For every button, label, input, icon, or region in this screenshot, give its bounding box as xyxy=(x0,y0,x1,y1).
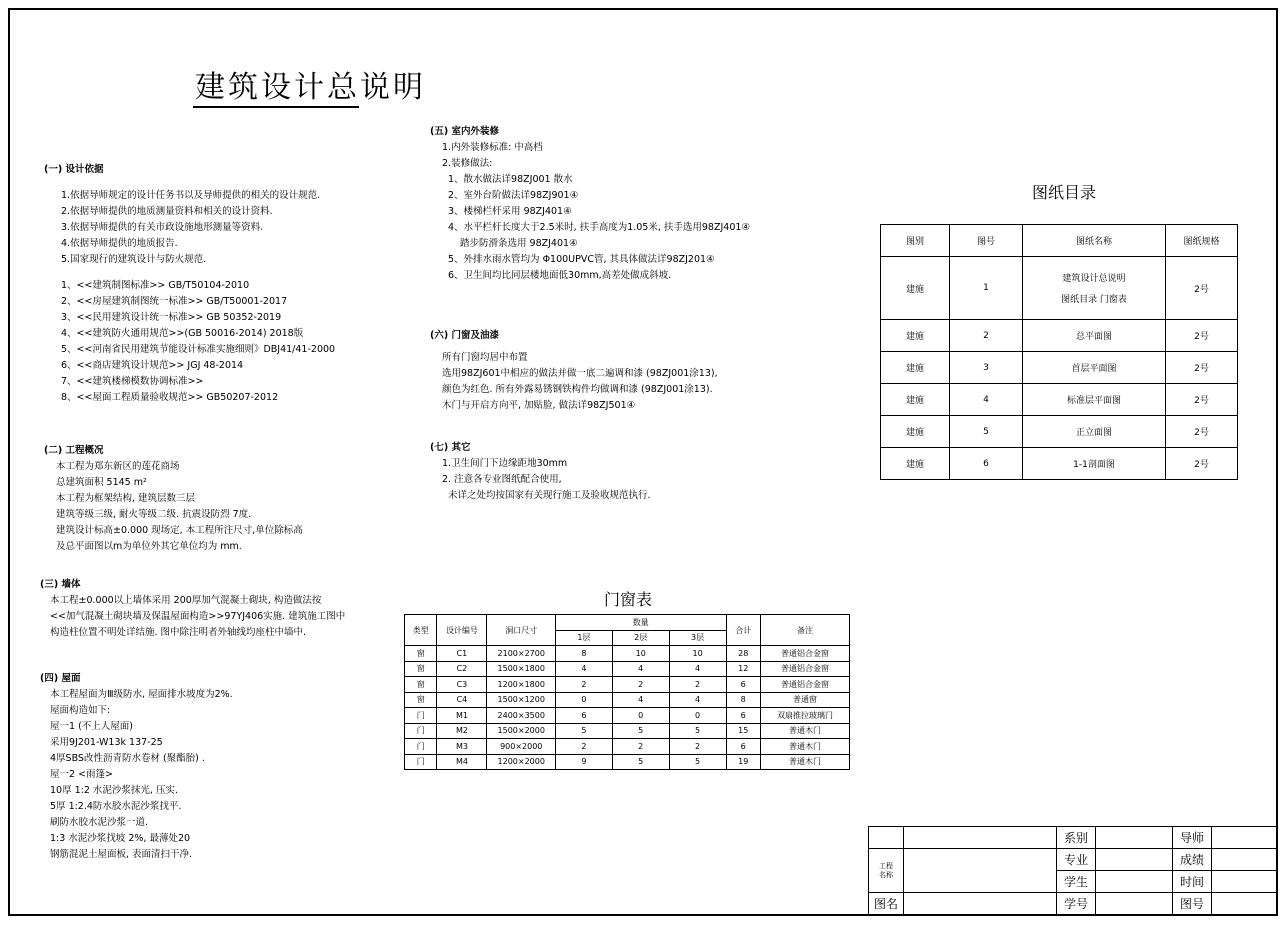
cell: 1500×1800 xyxy=(487,661,556,677)
text-line: 刷防水胶水泥沙浆一道. xyxy=(50,817,149,828)
cell: 28 xyxy=(726,646,760,662)
section-other xyxy=(430,440,651,504)
cell: 普通铝合金窗 xyxy=(760,646,849,662)
section-walls xyxy=(40,577,345,641)
cell-type: 建施 xyxy=(881,320,950,352)
cell: 1500×2000 xyxy=(487,723,556,739)
cell-name: 1-1剖面图 xyxy=(1023,448,1166,480)
cell: 4 xyxy=(612,661,669,677)
text-line: 选用98ZJ601中相应的做法并做一底二遍调和漆 (98ZJ001涂13), xyxy=(442,368,718,379)
table-row xyxy=(405,723,850,739)
table-row xyxy=(405,646,850,662)
text-line: 采用9J201-W13k 137-25 xyxy=(50,737,163,748)
cell: 2 xyxy=(612,739,669,755)
text-line: 2.依据导师提供的地质测量资料和相关的设计资料. xyxy=(61,206,273,217)
table-row xyxy=(881,320,1238,352)
cell-no: 4 xyxy=(950,384,1023,416)
cell-type: 建施 xyxy=(881,448,950,480)
section-heading: (三) 墙体 xyxy=(40,579,81,590)
text-line xyxy=(44,268,335,278)
field-project-name[interactable] xyxy=(904,849,1057,893)
cell: 2 xyxy=(555,739,612,755)
column-header: 图纸名称 xyxy=(1023,225,1166,257)
cell: 普通木门 xyxy=(760,754,849,770)
table-row xyxy=(405,754,850,770)
text-line: 屋面构造如下: xyxy=(50,705,111,716)
cell: 19 xyxy=(726,754,760,770)
cell-no: 2 xyxy=(950,320,1023,352)
cell-name: 标准层平面图 xyxy=(1023,384,1166,416)
text-line: 5.国家现行的建筑设计与防火规范. xyxy=(61,254,207,265)
cell: C2 xyxy=(437,661,487,677)
table-row xyxy=(881,352,1238,384)
column-header: 3层 xyxy=(669,630,726,646)
cell: 普通铝合金窗 xyxy=(760,677,849,693)
column-header: 1层 xyxy=(555,630,612,646)
title-block xyxy=(868,826,1278,915)
cell: 0 xyxy=(669,708,726,724)
cell: M4 xyxy=(437,754,487,770)
text-line: 木门与开启方向平, 加贴脸, 做法详98ZJ501④ xyxy=(442,400,636,411)
cell: 6 xyxy=(726,677,760,693)
field-drawing-no[interactable] xyxy=(1212,893,1278,915)
table-row xyxy=(405,661,850,677)
cell: 0 xyxy=(612,708,669,724)
cell: 10 xyxy=(669,646,726,662)
table-row xyxy=(405,739,850,755)
cell: 2 xyxy=(669,677,726,693)
cell-no: 3 xyxy=(950,352,1023,384)
text-line: 4、<<建筑防火通用规范>>(GB 50016-2014) 2018版 xyxy=(61,328,304,339)
table-row xyxy=(881,448,1238,480)
cell: 2 xyxy=(612,677,669,693)
column-header: 图别 xyxy=(881,225,950,257)
cell-type: 建施 xyxy=(881,352,950,384)
table-row xyxy=(881,416,1238,448)
section-doors-windows-paint xyxy=(430,328,718,414)
cell-size: 2号 xyxy=(1166,416,1238,448)
text-line: 及总平面图以m为单位外其它单位均为 mm. xyxy=(56,541,242,552)
section-heading: (五) 室内外装修 xyxy=(430,126,499,137)
cell-size: 2号 xyxy=(1166,257,1238,320)
text-line: 构造柱位置不明处详结施. 图中除注明者外轴线均座柱中墙中. xyxy=(50,627,307,638)
cell: 5 xyxy=(612,754,669,770)
label-advisor: 导师 xyxy=(1173,827,1212,849)
label-project-name: 工程 名称 xyxy=(869,849,904,893)
cell: 4 xyxy=(555,661,612,677)
field-time[interactable] xyxy=(1212,871,1278,893)
text-line: 1、散水做法详98ZJ001 散水 xyxy=(448,174,573,185)
text-line: 7、<<建筑楼梯模数协调标准>> xyxy=(61,376,204,387)
cell: C3 xyxy=(437,677,487,693)
text-line: 3、<<民用建筑设计统一标准>> GB 50352-2019 xyxy=(61,312,282,323)
cell: 4 xyxy=(669,692,726,708)
column-header: 备注 xyxy=(760,615,849,646)
cell-no: 6 xyxy=(950,448,1023,480)
window-door-table xyxy=(404,614,850,770)
text-line: 2. 注意各专业图纸配合使用, xyxy=(442,474,562,485)
text-line: 1.内外装修标准: 中高档 xyxy=(442,142,543,153)
text-line: 总建筑面积 5145 m² xyxy=(56,477,147,488)
cell-size: 2号 xyxy=(1166,384,1238,416)
text-line: <<加气混凝土砌块墙及保温屋面构造>>97YJ406实施. 建筑施工图中 xyxy=(50,611,346,622)
cell: M3 xyxy=(437,739,487,755)
cell: 5 xyxy=(669,754,726,770)
drawing-name-line2: 图纸目录 门窗表 xyxy=(1061,295,1127,305)
label-time: 时间 xyxy=(1173,871,1212,893)
column-header: 图号 xyxy=(950,225,1023,257)
cell: 2400×3500 xyxy=(487,708,556,724)
cell-type: 建施 xyxy=(881,416,950,448)
text-line: 2、室外台阶做法详98ZJ901④ xyxy=(448,190,579,201)
cell: 5 xyxy=(555,723,612,739)
field-grade[interactable] xyxy=(1212,849,1278,871)
text-line: 所有门窗均居中布置 xyxy=(442,352,528,363)
text-line: 4、水平栏杆长度大于2.5米时, 扶手高度为1.05米, 扶手选用98ZJ401④ xyxy=(448,222,750,233)
column-header: 合计 xyxy=(726,615,760,646)
drawing-name: 建筑设计总说明 xyxy=(1062,274,1126,284)
table-row xyxy=(881,257,1238,320)
drawing-list-table xyxy=(880,224,1238,480)
title-underline xyxy=(193,106,359,108)
label-drawing-no: 图号 xyxy=(1173,893,1212,915)
cell: 窗 xyxy=(405,677,437,693)
section-roof xyxy=(40,671,233,863)
column-header: 洞口尺寸 xyxy=(487,615,556,646)
table-row xyxy=(405,708,850,724)
field-advisor[interactable] xyxy=(1212,827,1278,849)
text-line: 建筑设计标高±0.000 现场定, 本工程所注尺寸,单位除标高 xyxy=(56,525,303,536)
text-line: 本工程屋面为Ⅲ级防水, 屋面排水坡度为2%. xyxy=(50,689,233,700)
label-student-no: 学号 xyxy=(1057,893,1096,915)
cell: 0 xyxy=(555,692,612,708)
text-line: 5厚 1:2.4防水胶水泥沙浆找平. xyxy=(50,801,182,812)
section-heading: (四) 屋面 xyxy=(40,673,81,684)
text-line: 5、外排水雨水管均为 Φ100UPVC管, 其具体做法详98ZJ201④ xyxy=(448,254,715,265)
cell: 门 xyxy=(405,723,437,739)
drawing-list-title: 图纸目录 xyxy=(1032,183,1097,202)
field-student-no[interactable] xyxy=(1096,893,1173,915)
label-major: 专业 xyxy=(1057,849,1096,871)
cell: 8 xyxy=(555,646,612,662)
text-line: 2.装修做法: xyxy=(442,158,493,169)
cell: 普通木门 xyxy=(760,723,849,739)
cell: 6 xyxy=(726,739,760,755)
text-line: 8、<<屋面工程质量验收规范>> GB50207-2012 xyxy=(61,392,279,403)
text-line: 踏步防滑条选用 98ZJ401④ xyxy=(460,238,578,249)
cell: 1200×2000 xyxy=(487,754,556,770)
text-line: 10厚 1:2 水泥沙浆抹光, 压实. xyxy=(50,785,178,796)
section-decoration xyxy=(430,124,750,284)
cell: 12 xyxy=(726,661,760,677)
section-project-overview xyxy=(44,443,303,555)
text-line: 3.依据导师提供的有关市政设施地形测量等资料. xyxy=(61,222,264,233)
cell-size: 2号 xyxy=(1166,448,1238,480)
cell: 5 xyxy=(669,723,726,739)
text-line: 6、卫生间均比同层楼地面低30mm,高差处做成斜坡. xyxy=(448,270,672,281)
cell-type: 建施 xyxy=(881,384,950,416)
text-line: 5、<<河南省民用建筑节能设计标准实施细则》DBJ41/41-2000 xyxy=(61,344,336,355)
field-dept[interactable] xyxy=(1096,827,1173,849)
page-title: 建筑设计总说明 xyxy=(195,70,426,105)
section-heading: (七) 其它 xyxy=(430,442,471,453)
cell-no: 5 xyxy=(950,416,1023,448)
text-line: 1、<<建筑制图标准>> GB/T50104-2010 xyxy=(61,280,250,291)
cell-size: 2号 xyxy=(1166,320,1238,352)
cell-type: 建施 xyxy=(881,257,950,320)
cell: 普通铝合金窗 xyxy=(760,661,849,677)
cell: 6 xyxy=(726,708,760,724)
text-line: 4.依据导师提供的地质报告. xyxy=(61,238,178,249)
text-line: 1.依据导师规定的设计任务书以及导师提供的相关的设计规范. xyxy=(61,190,321,201)
column-header: 2层 xyxy=(612,630,669,646)
cell: 8 xyxy=(726,692,760,708)
text-line: 屋一2 <雨篷> xyxy=(50,769,113,780)
text-line: 颜色为红色. 所有外露易锈钢铁构件均做调和漆 (98ZJ001涂13). xyxy=(442,384,713,395)
cell: M1 xyxy=(437,708,487,724)
text-line: 6、<<商店建筑设计规范>> JGJ 48-2014 xyxy=(61,360,244,371)
text-line: 建筑等级三级, 耐火等级二级. 抗震设防烈 7度. xyxy=(56,509,252,520)
field-major[interactable] xyxy=(1096,849,1173,871)
cell: 窗 xyxy=(405,646,437,662)
cell: 900×2000 xyxy=(487,739,556,755)
cell: 4 xyxy=(669,661,726,677)
text-line: 本工程为框架结构, 建筑层数三层 xyxy=(56,493,196,504)
cell: 2 xyxy=(669,739,726,755)
cell: 6 xyxy=(555,708,612,724)
label-grade: 成绩 xyxy=(1173,849,1212,871)
cell: 门 xyxy=(405,739,437,755)
text-line: 本工程为郑东新区的莲花商场 xyxy=(56,461,180,472)
table-row xyxy=(405,692,850,708)
table-row xyxy=(405,677,850,693)
label-drawing-name: 图名 xyxy=(869,893,904,915)
cell: 1500×1200 xyxy=(487,692,556,708)
text-line: 未详之处均按国家有关现行施工及验收规范执行. xyxy=(448,490,651,501)
text-line: 4厚SBS改性沥青防水卷材 (聚酯胎) . xyxy=(50,753,205,764)
column-header: 数量 xyxy=(555,615,726,631)
column-header: 设计编号 xyxy=(437,615,487,646)
cell: 2 xyxy=(555,677,612,693)
cell: 2100×2700 xyxy=(487,646,556,662)
section-heading: (二) 工程概况 xyxy=(44,445,104,456)
cell-name: 正立面图 xyxy=(1023,416,1166,448)
field-drawing-name[interactable] xyxy=(904,893,1057,915)
text-line: 3、楼梯栏杆采用 98ZJ401④ xyxy=(448,206,572,217)
text-line: 本工程±0.000以上墙体采用 200厚加气混凝土砌块, 构造做法按 xyxy=(50,595,322,606)
text-line: 1:3 水泥沙浆找坡 2%, 最薄处20 xyxy=(50,833,191,844)
cell: M2 xyxy=(437,723,487,739)
text-line: 钢筋混泥土屋面板, 表面清扫干净. xyxy=(50,849,193,860)
cell: 普通窗 xyxy=(760,692,849,708)
text-line: 屋一1 (不上人屋面) xyxy=(50,721,133,732)
cell: 双扇推拉玻璃门 xyxy=(760,708,849,724)
cell: 9 xyxy=(555,754,612,770)
table-row xyxy=(881,384,1238,416)
cell: C1 xyxy=(437,646,487,662)
cell-name xyxy=(1023,257,1166,320)
label-student: 学生 xyxy=(1057,871,1096,893)
cell: 5 xyxy=(612,723,669,739)
column-header: 图纸规格 xyxy=(1166,225,1238,257)
column-header: 类型 xyxy=(405,615,437,646)
section-heading: (一) 设计依据 xyxy=(44,164,104,175)
cell-name: 总平面图 xyxy=(1023,320,1166,352)
label-dept: 系别 xyxy=(1057,827,1096,849)
cell: 10 xyxy=(612,646,669,662)
cell-size: 2号 xyxy=(1166,352,1238,384)
window-table-title: 门窗表 xyxy=(604,590,653,609)
cell: 4 xyxy=(612,692,669,708)
cell: 门 xyxy=(405,754,437,770)
text-line: 1.卫生间门下边缘距地30mm xyxy=(442,458,568,469)
cell: 1200×1800 xyxy=(487,677,556,693)
cell: 窗 xyxy=(405,692,437,708)
cell: 窗 xyxy=(405,661,437,677)
cell: 15 xyxy=(726,723,760,739)
cell-name: 首层平面图 xyxy=(1023,352,1166,384)
field-student[interactable] xyxy=(1096,871,1173,893)
cell: 门 xyxy=(405,708,437,724)
cell: C4 xyxy=(437,692,487,708)
section-design-basis xyxy=(44,162,335,406)
cell: 普通木门 xyxy=(760,739,849,755)
text-line: 2、<<房屋建筑制图统一标准>> GB/T50001-2017 xyxy=(61,296,288,307)
section-heading: (六) 门窗及油漆 xyxy=(430,330,499,341)
cell-no: 1 xyxy=(950,257,1023,320)
